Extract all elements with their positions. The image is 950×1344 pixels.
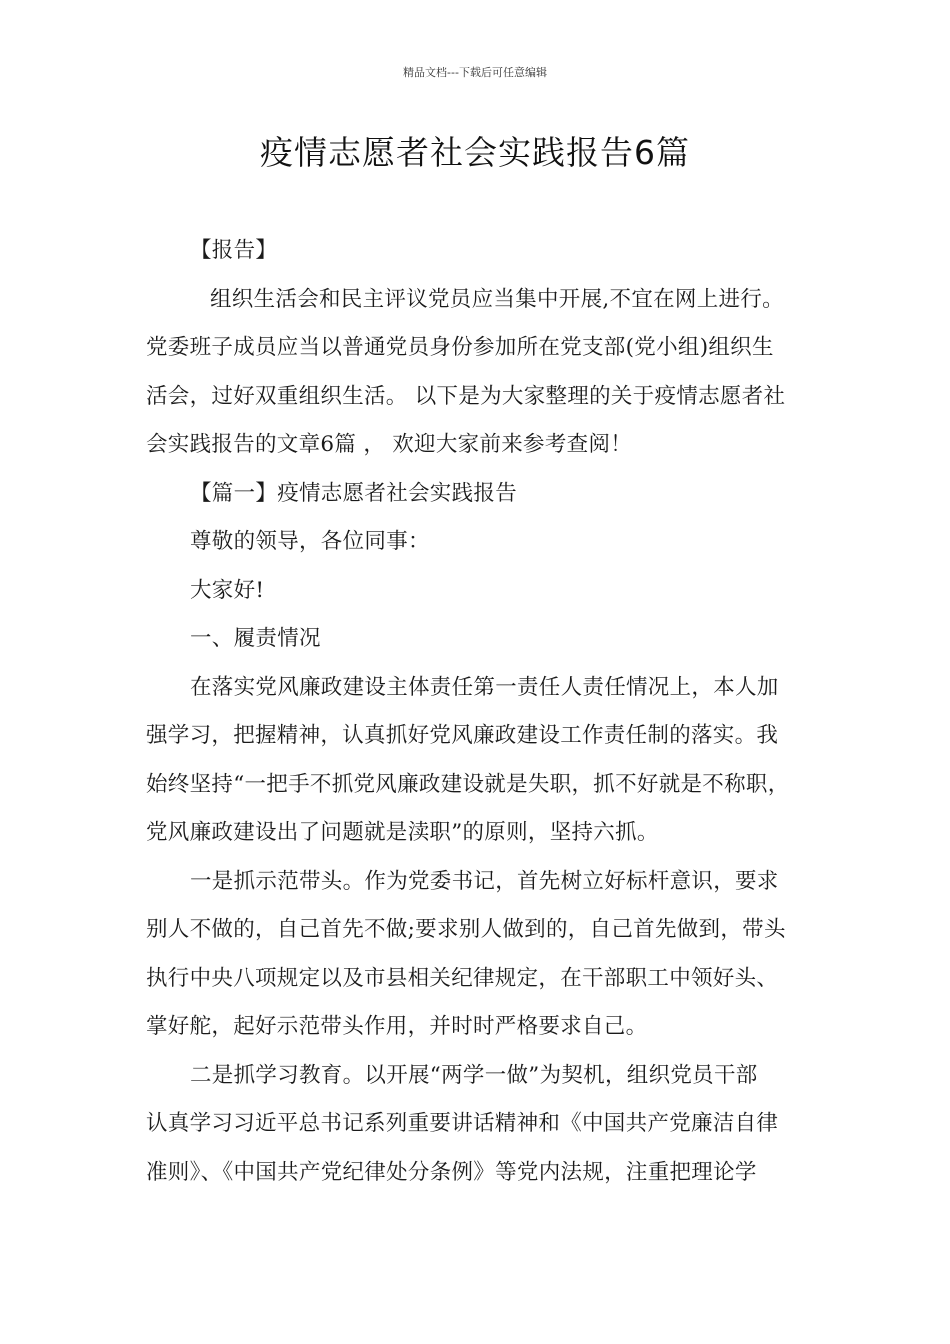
paragraph-line: 活会，过好双重组织生活。 以下是为大家整理的关于疫情志愿者社 [146, 383, 786, 409]
chapter-heading: 【篇一】疫情志愿者社会实践报告 [190, 480, 518, 506]
greeting: 大家好! [190, 577, 265, 603]
paragraph-line: 在落实党风廉政建设主体责任第一责任人责任情况上，本人加 [190, 674, 779, 700]
header-note: 精品文档---下载后可任意编辑 [403, 66, 547, 79]
document-body [146, 227, 816, 1197]
salutation: 尊敬的领导，各位同事： [190, 529, 430, 554]
paragraph-line: 组织生活会和民主评议党员应当集中开展,不宜在网上进行。 [210, 286, 784, 312]
document-title: 疫情志愿者社会实践报告6篇 [260, 133, 690, 172]
paragraph-line: 认真学习习近平总书记系列重要讲话精神和《中国共产党廉洁自律 [146, 1111, 779, 1136]
subsection-heading: 一、履责情况 [190, 626, 321, 651]
paragraph-line: 会实践报告的文章6篇 ， 欢迎大家前来参考查阅！ [146, 432, 633, 457]
paragraph-line: 党风廉政建设出了问题就是渎职”的原则，坚持六抓。 [146, 820, 659, 845]
paragraph-line: 始终坚持“一把手不抓党风廉政建设就是失职，抓不好就是不称职， [146, 771, 790, 797]
paragraph-line: 一是抓示范带头。作为党委书记，首先树立好标杆意识，要求 [190, 868, 779, 894]
paragraph-line: 掌好舵，起好示范带头作用，并时时严格要求自己。 [146, 1014, 648, 1039]
paragraph-line: 党委班子成员应当以普通党员身份参加所在党支部(党小组)组织生 [146, 335, 774, 360]
paragraph-line: 别人不做的，自己首先不做;要求别人做到的，自己首先做到，带头 [146, 917, 786, 942]
paragraph-line: 二是抓学习教育。以开展“两学一做”为契机，组织党员干部 [190, 1062, 758, 1088]
paragraph-line: 执行中央八项规定以及市县相关纪律规定，在干部职工中领好头、 [146, 965, 779, 991]
paragraph-line: 强学习，把握精神，认真抓好党风廉政建设工作责任制的落实。我 [146, 723, 779, 748]
paragraph-line: 准则》、《中国共产党纪律处分条例》等党内法规，注重把理论学 [146, 1159, 757, 1185]
section-label: 【报告】 [190, 238, 278, 263]
